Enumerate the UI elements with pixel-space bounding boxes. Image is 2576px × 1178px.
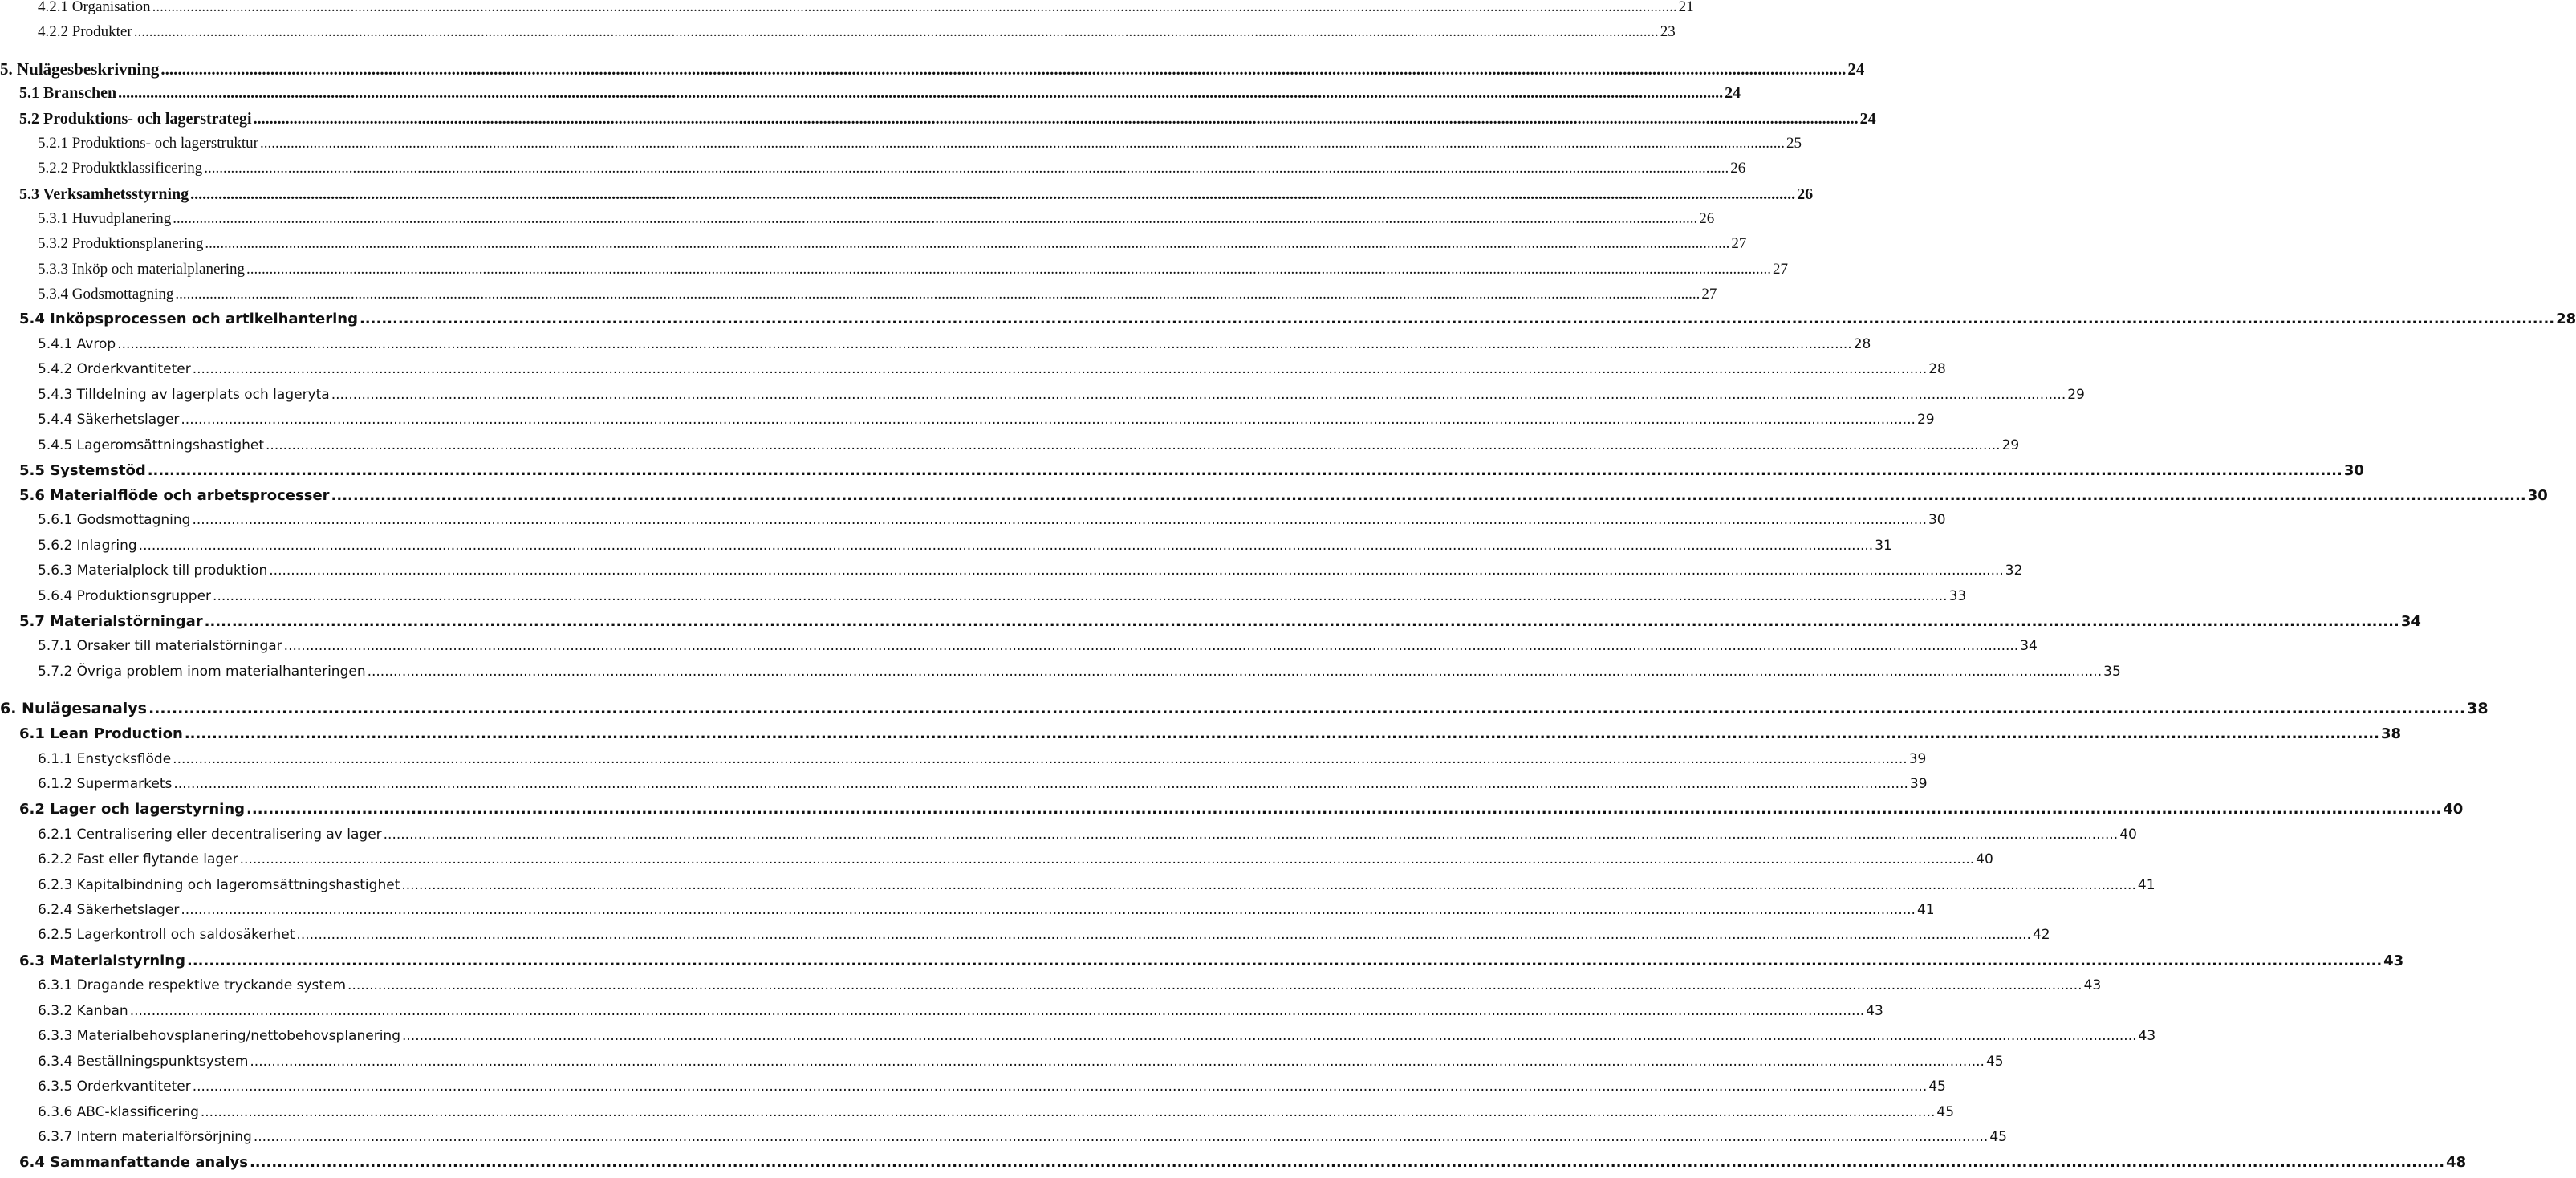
toc-entry-title: 5.5 Systemstöd bbox=[19, 462, 146, 479]
toc-entry-page-number: 30 bbox=[2343, 462, 2364, 479]
toc-entry-title: 5.3.4 Godsmottagning bbox=[38, 286, 174, 303]
toc-entry[interactable] bbox=[0, 336, 1871, 360]
toc-entry-title: 5.4 Inköpsprocessen och artikelhantering bbox=[19, 311, 358, 327]
toc-entry[interactable] bbox=[0, 235, 1747, 259]
toc-entry[interactable] bbox=[0, 387, 2085, 411]
toc-entry-title: 5.6.1 Godsmottagning bbox=[38, 512, 191, 528]
toc-entry-page-number: 43 bbox=[1866, 1003, 1883, 1019]
toc-entry-title: 5.7 Materialstörningar bbox=[19, 613, 203, 630]
toc-entry-title: 5.7.1 Orsaker till materialstörningar bbox=[38, 638, 282, 654]
toc-entry[interactable] bbox=[0, 776, 1928, 800]
toc-dot-leader: ................................................................................................................................................................................................................................................................................................................................................................................................................ bbox=[359, 311, 2555, 327]
toc-entry-page-number: 39 bbox=[1909, 776, 1928, 792]
toc-dot-leader: ................................................................................................................................................................................................................................................................................................................................................................................................................ bbox=[331, 487, 2526, 504]
toc-dot-leader: ................................................................................................................................................................................................................................................................................................................................................................................................................ bbox=[250, 1054, 1985, 1070]
toc-dot-leader: ................................................................................................................................................................................................................................................................................................................................................................................................................ bbox=[239, 851, 1975, 867]
toc-entry-page-number: 41 bbox=[1916, 902, 1935, 918]
toc-entry-page-number: 45 bbox=[1989, 1129, 2007, 1145]
toc-entry[interactable] bbox=[0, 751, 1927, 775]
toc-entry-page-number: 29 bbox=[2067, 387, 2085, 403]
toc-entry-page-number: 27 bbox=[1731, 235, 1747, 252]
toc-entry-page-number: 43 bbox=[2083, 977, 2102, 993]
toc-entry-page-number: 48 bbox=[2446, 1154, 2467, 1171]
toc-entry[interactable] bbox=[0, 725, 2402, 749]
toc-entry-title: 5.2 Produktions- och lagerstrategi bbox=[19, 110, 252, 128]
toc-entry-title: 4.2.1 Organisation bbox=[38, 0, 151, 15]
toc-entry[interactable] bbox=[0, 286, 1717, 310]
toc-entry[interactable] bbox=[0, 1104, 1955, 1128]
toc-entry-page-number: 40 bbox=[1976, 851, 1993, 867]
toc-dot-leader: ................................................................................................................................................................................................................................................................................................................................................................................................................ bbox=[266, 437, 2001, 453]
toc-entry-title: 5.3.1 Huvudplanering bbox=[38, 210, 172, 227]
toc-entry-title: 5.4.3 Tilldelning av lagerplats och lageryta bbox=[38, 387, 330, 403]
toc-dot-leader: ................................................................................................................................................................................................................................................................................................................................................................................................................ bbox=[138, 538, 1874, 554]
toc-entry[interactable] bbox=[0, 977, 2102, 1001]
toc-entry[interactable] bbox=[0, 1028, 2156, 1052]
toc-dot-leader: ................................................................................................................................................................................................................................................................................................................................................................................................................ bbox=[401, 877, 2136, 893]
toc-dot-leader: ................................................................................................................................................................................................................................................................................................................................................................................................................ bbox=[118, 84, 1724, 102]
toc-entry-page-number: 45 bbox=[1985, 1054, 2004, 1070]
toc-entry[interactable] bbox=[0, 311, 2576, 335]
toc-entry-page-number: 21 bbox=[1678, 0, 1694, 15]
toc-dot-leader: ................................................................................................................................................................................................................................................................................................................................................................................................................ bbox=[129, 1003, 1865, 1019]
toc-entry[interactable] bbox=[0, 801, 2464, 825]
toc-entry[interactable] bbox=[0, 512, 1946, 536]
toc-entry-title: 6.3.3 Materialbehovsplanering/nettobehovsplanering bbox=[38, 1028, 400, 1044]
toc-entry[interactable] bbox=[0, 563, 2023, 587]
toc-entry[interactable] bbox=[0, 613, 2421, 637]
toc-entry-page-number: 34 bbox=[2400, 613, 2421, 630]
toc-entry[interactable] bbox=[0, 1154, 2467, 1178]
toc-dot-leader: ................................................................................................................................................................................................................................................................................................................................................................................................................ bbox=[283, 638, 2019, 654]
toc-entry-page-number: 28 bbox=[1928, 361, 1946, 377]
toc-dot-leader: ................................................................................................................................................................................................................................................................................................................................................................................................................ bbox=[331, 387, 2066, 403]
toc-entry-title: 5.4.5 Lageromsättningshastighet bbox=[38, 437, 265, 453]
toc-dot-leader: ................................................................................................................................................................................................................................................................................................................................................................................................................ bbox=[133, 23, 1659, 40]
toc-dot-leader: ................................................................................................................................................................................................................................................................................................................................................................................................................ bbox=[246, 801, 2442, 818]
toc-entry-title: 5.3.2 Produktionsplanering bbox=[38, 235, 204, 252]
toc-entry-title: 6.1.1 Enstycksflöde bbox=[38, 751, 172, 767]
toc-entry[interactable] bbox=[0, 588, 1967, 612]
toc-dot-leader: ................................................................................................................................................................................................................................................................................................................................................................................................................ bbox=[152, 0, 1677, 15]
toc-entry-title: 6.2.2 Fast eller flytande lager bbox=[38, 851, 238, 867]
toc-entry-title: 6.3.5 Orderkvantiteter bbox=[38, 1078, 191, 1095]
toc-entry[interactable] bbox=[0, 361, 1946, 385]
toc-entry[interactable] bbox=[0, 851, 1993, 875]
toc-entry-title: 5.2.1 Produktions- och lagerstruktur bbox=[38, 135, 258, 152]
toc-dot-leader: ................................................................................................................................................................................................................................................................................................................................................................................................................ bbox=[181, 412, 1916, 428]
toc-dot-leader: ................................................................................................................................................................................................................................................................................................................................................................................................................ bbox=[173, 210, 1698, 227]
toc-entry-page-number: 26 bbox=[1730, 160, 1746, 177]
toc-dot-leader: ................................................................................................................................................................................................................................................................................................................................................................................................................ bbox=[249, 1154, 2445, 1171]
toc-entry-page-number: 26 bbox=[1797, 185, 1814, 203]
toc-entry-title: 5.3.3 Inköp och materialplanering bbox=[38, 261, 246, 278]
toc-dot-leader: ................................................................................................................................................................................................................................................................................................................................................................................................................ bbox=[181, 902, 1916, 918]
toc-entry-title: 5.7.2 Övriga problem inom materialhanteringen bbox=[38, 664, 366, 680]
toc-entry[interactable] bbox=[0, 953, 2404, 977]
toc-dot-leader: ................................................................................................................................................................................................................................................................................................................................................................................................................ bbox=[253, 110, 1859, 128]
toc-dot-leader: ................................................................................................................................................................................................................................................................................................................................................................................................................ bbox=[296, 927, 2031, 943]
toc-dot-leader: ................................................................................................................................................................................................................................................................................................................................................................................................................ bbox=[347, 977, 2082, 993]
toc-entry-title: 5.6.3 Materialplock till produktion bbox=[38, 563, 268, 579]
toc-dot-leader: ................................................................................................................................................................................................................................................................................................................................................................................................................ bbox=[192, 1078, 1928, 1095]
toc-entry-page-number: 40 bbox=[2119, 827, 2137, 843]
toc-dot-leader: ................................................................................................................................................................................................................................................................................................................................................................................................................ bbox=[213, 588, 1948, 604]
toc-entry[interactable] bbox=[0, 160, 1746, 184]
toc-entry-title: 6.1.2 Supermarkets bbox=[38, 776, 173, 792]
toc-entry-title: 5.6.4 Produktionsgrupper bbox=[38, 588, 212, 604]
toc-entry-page-number: 27 bbox=[1701, 286, 1717, 303]
toc-dot-leader: ................................................................................................................................................................................................................................................................................................................................................................................................................ bbox=[147, 462, 2342, 479]
toc-entry-page-number: 24 bbox=[1859, 110, 1876, 128]
toc-entry-page-number: 43 bbox=[2138, 1028, 2156, 1044]
toc-entry-title: 5.1 Branschen bbox=[19, 84, 117, 102]
toc-entry[interactable] bbox=[0, 261, 1789, 285]
toc-dot-leader: ................................................................................................................................................................................................................................................................................................................................................................................................................ bbox=[192, 512, 1927, 528]
toc-dot-leader: ................................................................................................................................................................................................................................................................................................................................................................................................................ bbox=[184, 725, 2379, 742]
toc-entry-title: 5.4.1 Avrop bbox=[38, 336, 116, 352]
toc-entry-page-number: 45 bbox=[1936, 1104, 1955, 1120]
toc-entry-page-number: 40 bbox=[2443, 801, 2464, 818]
toc-entry-page-number: 27 bbox=[1773, 261, 1789, 278]
toc-entry-page-number: 28 bbox=[2556, 311, 2576, 327]
toc-entry-page-number: 39 bbox=[1908, 751, 1927, 767]
toc-entry[interactable] bbox=[0, 210, 1715, 234]
toc-entry-title: 6.2.1 Centralisering eller decentralisering av lager bbox=[38, 827, 382, 843]
toc-entry[interactable] bbox=[0, 437, 2020, 461]
toc-dot-leader: ................................................................................................................................................................................................................................................................................................................................................................................................................ bbox=[246, 261, 1772, 278]
toc-entry-page-number: 38 bbox=[2380, 725, 2402, 742]
toc-entry-title: 5.3 Verksamhetsstyrning bbox=[19, 185, 189, 203]
toc-entry-title: 6.4 Sammanfattande analys bbox=[19, 1154, 248, 1171]
toc-dot-leader: ................................................................................................................................................................................................................................................................................................................................................................................................................ bbox=[160, 59, 1847, 79]
toc-dot-leader: ................................................................................................................................................................................................................................................................................................................................................................................................................ bbox=[148, 700, 2466, 717]
toc-entry[interactable] bbox=[0, 135, 1802, 159]
toc-dot-leader: ................................................................................................................................................................................................................................................................................................................................................................................................................ bbox=[383, 827, 2119, 843]
toc-entry-title: 5.4.2 Orderkvantiteter bbox=[38, 361, 191, 377]
toc-entry-page-number: 42 bbox=[2032, 927, 2050, 943]
toc-entry-page-number: 24 bbox=[1725, 84, 1741, 102]
toc-dot-leader: ................................................................................................................................................................................................................................................................................................................................................................................................................ bbox=[175, 286, 1700, 303]
toc-entry[interactable] bbox=[0, 1078, 1946, 1103]
toc-entry-title: 5. Nulägesbeskrivning bbox=[0, 59, 160, 79]
toc-entry[interactable] bbox=[0, 412, 1935, 436]
toc-entry-title: 5.2.2 Produktklassificering bbox=[38, 160, 203, 177]
toc-entry-title: 6.3.2 Kanban bbox=[38, 1003, 128, 1019]
toc-entry[interactable] bbox=[0, 877, 2155, 901]
toc-entry-title: 6.3.1 Dragande respektive tryckande system bbox=[38, 977, 347, 993]
toc-entry-page-number: 24 bbox=[1847, 59, 1865, 79]
toc-entry[interactable] bbox=[0, 827, 2137, 851]
toc-dot-leader: ................................................................................................................................................................................................................................................................................................................................................................................................................ bbox=[204, 613, 2399, 630]
toc-entry-page-number: 45 bbox=[1928, 1078, 1946, 1095]
toc-entry-page-number: 23 bbox=[1660, 23, 1676, 40]
toc-entry[interactable] bbox=[0, 664, 2121, 688]
toc-entry-page-number: 29 bbox=[2001, 437, 2020, 453]
toc-entry[interactable] bbox=[0, 59, 1865, 83]
toc-entry-title: 6.2 Lager och lagerstyrning bbox=[19, 801, 246, 818]
toc-entry-title: 5.6 Materialflöde och arbetsprocesser bbox=[19, 487, 330, 504]
toc-entry[interactable] bbox=[0, 927, 2050, 951]
toc-entry[interactable] bbox=[0, 84, 1741, 108]
toc-entry-title: 4.2.2 Produkter bbox=[38, 23, 132, 40]
toc-entry-title: 6. Nulägesanalys bbox=[0, 700, 147, 717]
toc-entry[interactable] bbox=[0, 700, 2489, 724]
toc-dot-leader: ................................................................................................................................................................................................................................................................................................................................................................................................................ bbox=[269, 563, 2004, 579]
toc-dot-leader: ................................................................................................................................................................................................................................................................................................................................................................................................................ bbox=[200, 1104, 1936, 1120]
toc-entry-title: 6.3.6 ABC-klassificering bbox=[38, 1104, 199, 1120]
toc-entry-page-number: 33 bbox=[1948, 588, 1967, 604]
toc-entry-title: 6.3.4 Beställningspunktsystem bbox=[38, 1054, 249, 1070]
toc-dot-leader: ................................................................................................................................................................................................................................................................................................................................................................................................................ bbox=[173, 776, 1908, 792]
toc-entry-page-number: 43 bbox=[2383, 953, 2404, 969]
toc-entry[interactable] bbox=[0, 487, 2548, 511]
toc-dot-leader: ................................................................................................................................................................................................................................................................................................................................................................................................................ bbox=[192, 361, 1928, 377]
toc-entry-page-number: 29 bbox=[1916, 412, 1935, 428]
toc-dot-leader: ................................................................................................................................................................................................................................................................................................................................................................................................................ bbox=[117, 336, 1852, 352]
toc-dot-leader: ................................................................................................................................................................................................................................................................................................................................................................................................................ bbox=[204, 160, 1729, 177]
toc-entry[interactable] bbox=[0, 1054, 2004, 1078]
toc-entry-page-number: 41 bbox=[2137, 877, 2155, 893]
toc-entry-title: 6.3.7 Intern materialförsörjning bbox=[38, 1129, 252, 1145]
toc-dot-leader: ................................................................................................................................................................................................................................................................................................................................................................................................................ bbox=[205, 235, 1730, 252]
toc-entry-page-number: 30 bbox=[1928, 512, 1946, 528]
toc-entry[interactable] bbox=[0, 110, 1876, 134]
toc-entry-page-number: 34 bbox=[2020, 638, 2038, 654]
toc-dot-leader: ................................................................................................................................................................................................................................................................................................................................................................................................................ bbox=[173, 751, 1908, 767]
toc-entry-page-number: 25 bbox=[1786, 135, 1802, 152]
toc-entry[interactable] bbox=[0, 1129, 2007, 1153]
toc-entry[interactable] bbox=[0, 185, 1814, 209]
toc-entry-page-number: 38 bbox=[2467, 700, 2489, 717]
toc-entry[interactable] bbox=[0, 538, 1892, 562]
toc-entry-title: 5.6.2 Inlagring bbox=[38, 538, 137, 554]
toc-entry[interactable] bbox=[0, 638, 2038, 662]
toc-entry-title: 6.3 Materialstyrning bbox=[19, 953, 185, 969]
toc-entry-page-number: 35 bbox=[2103, 664, 2121, 680]
toc-dot-leader: ................................................................................................................................................................................................................................................................................................................................................................................................................ bbox=[190, 185, 1796, 203]
toc-dot-leader: ................................................................................................................................................................................................................................................................................................................................................................................................................ bbox=[253, 1129, 1989, 1145]
toc-entry[interactable] bbox=[0, 23, 1676, 47]
toc-entry[interactable] bbox=[0, 0, 1694, 22]
toc-dot-leader: ................................................................................................................................................................................................................................................................................................................................................................................................................ bbox=[367, 664, 2103, 680]
toc-entry-title: 5.4.4 Säkerhetslager bbox=[38, 412, 180, 428]
toc-entry-title: 6.1 Lean Production bbox=[19, 725, 183, 742]
toc-entry[interactable] bbox=[0, 1003, 1883, 1027]
toc-entry-page-number: 31 bbox=[1875, 538, 1892, 554]
toc-entry[interactable] bbox=[0, 902, 1935, 926]
toc-entry-title: 6.2.4 Säkerhetslager bbox=[38, 902, 180, 918]
toc-dot-leader: ................................................................................................................................................................................................................................................................................................................................................................................................................ bbox=[402, 1028, 2137, 1044]
toc-entry-page-number: 30 bbox=[2527, 487, 2548, 504]
toc-dot-leader: ................................................................................................................................................................................................................................................................................................................................................................................................................ bbox=[259, 135, 1785, 152]
toc-dot-leader: ................................................................................................................................................................................................................................................................................................................................................................................................................ bbox=[187, 953, 2383, 969]
toc-entry[interactable] bbox=[0, 462, 2364, 486]
toc-entry-title: 6.2.3 Kapitalbindning och lageromsättningshastighet bbox=[38, 877, 400, 893]
toc-entry-page-number: 32 bbox=[2005, 563, 2023, 579]
toc-entry-title: 6.2.5 Lagerkontroll och saldosäkerhet bbox=[38, 927, 295, 943]
toc-entry-page-number: 28 bbox=[1853, 336, 1871, 352]
toc-entry-page-number: 26 bbox=[1699, 210, 1715, 227]
